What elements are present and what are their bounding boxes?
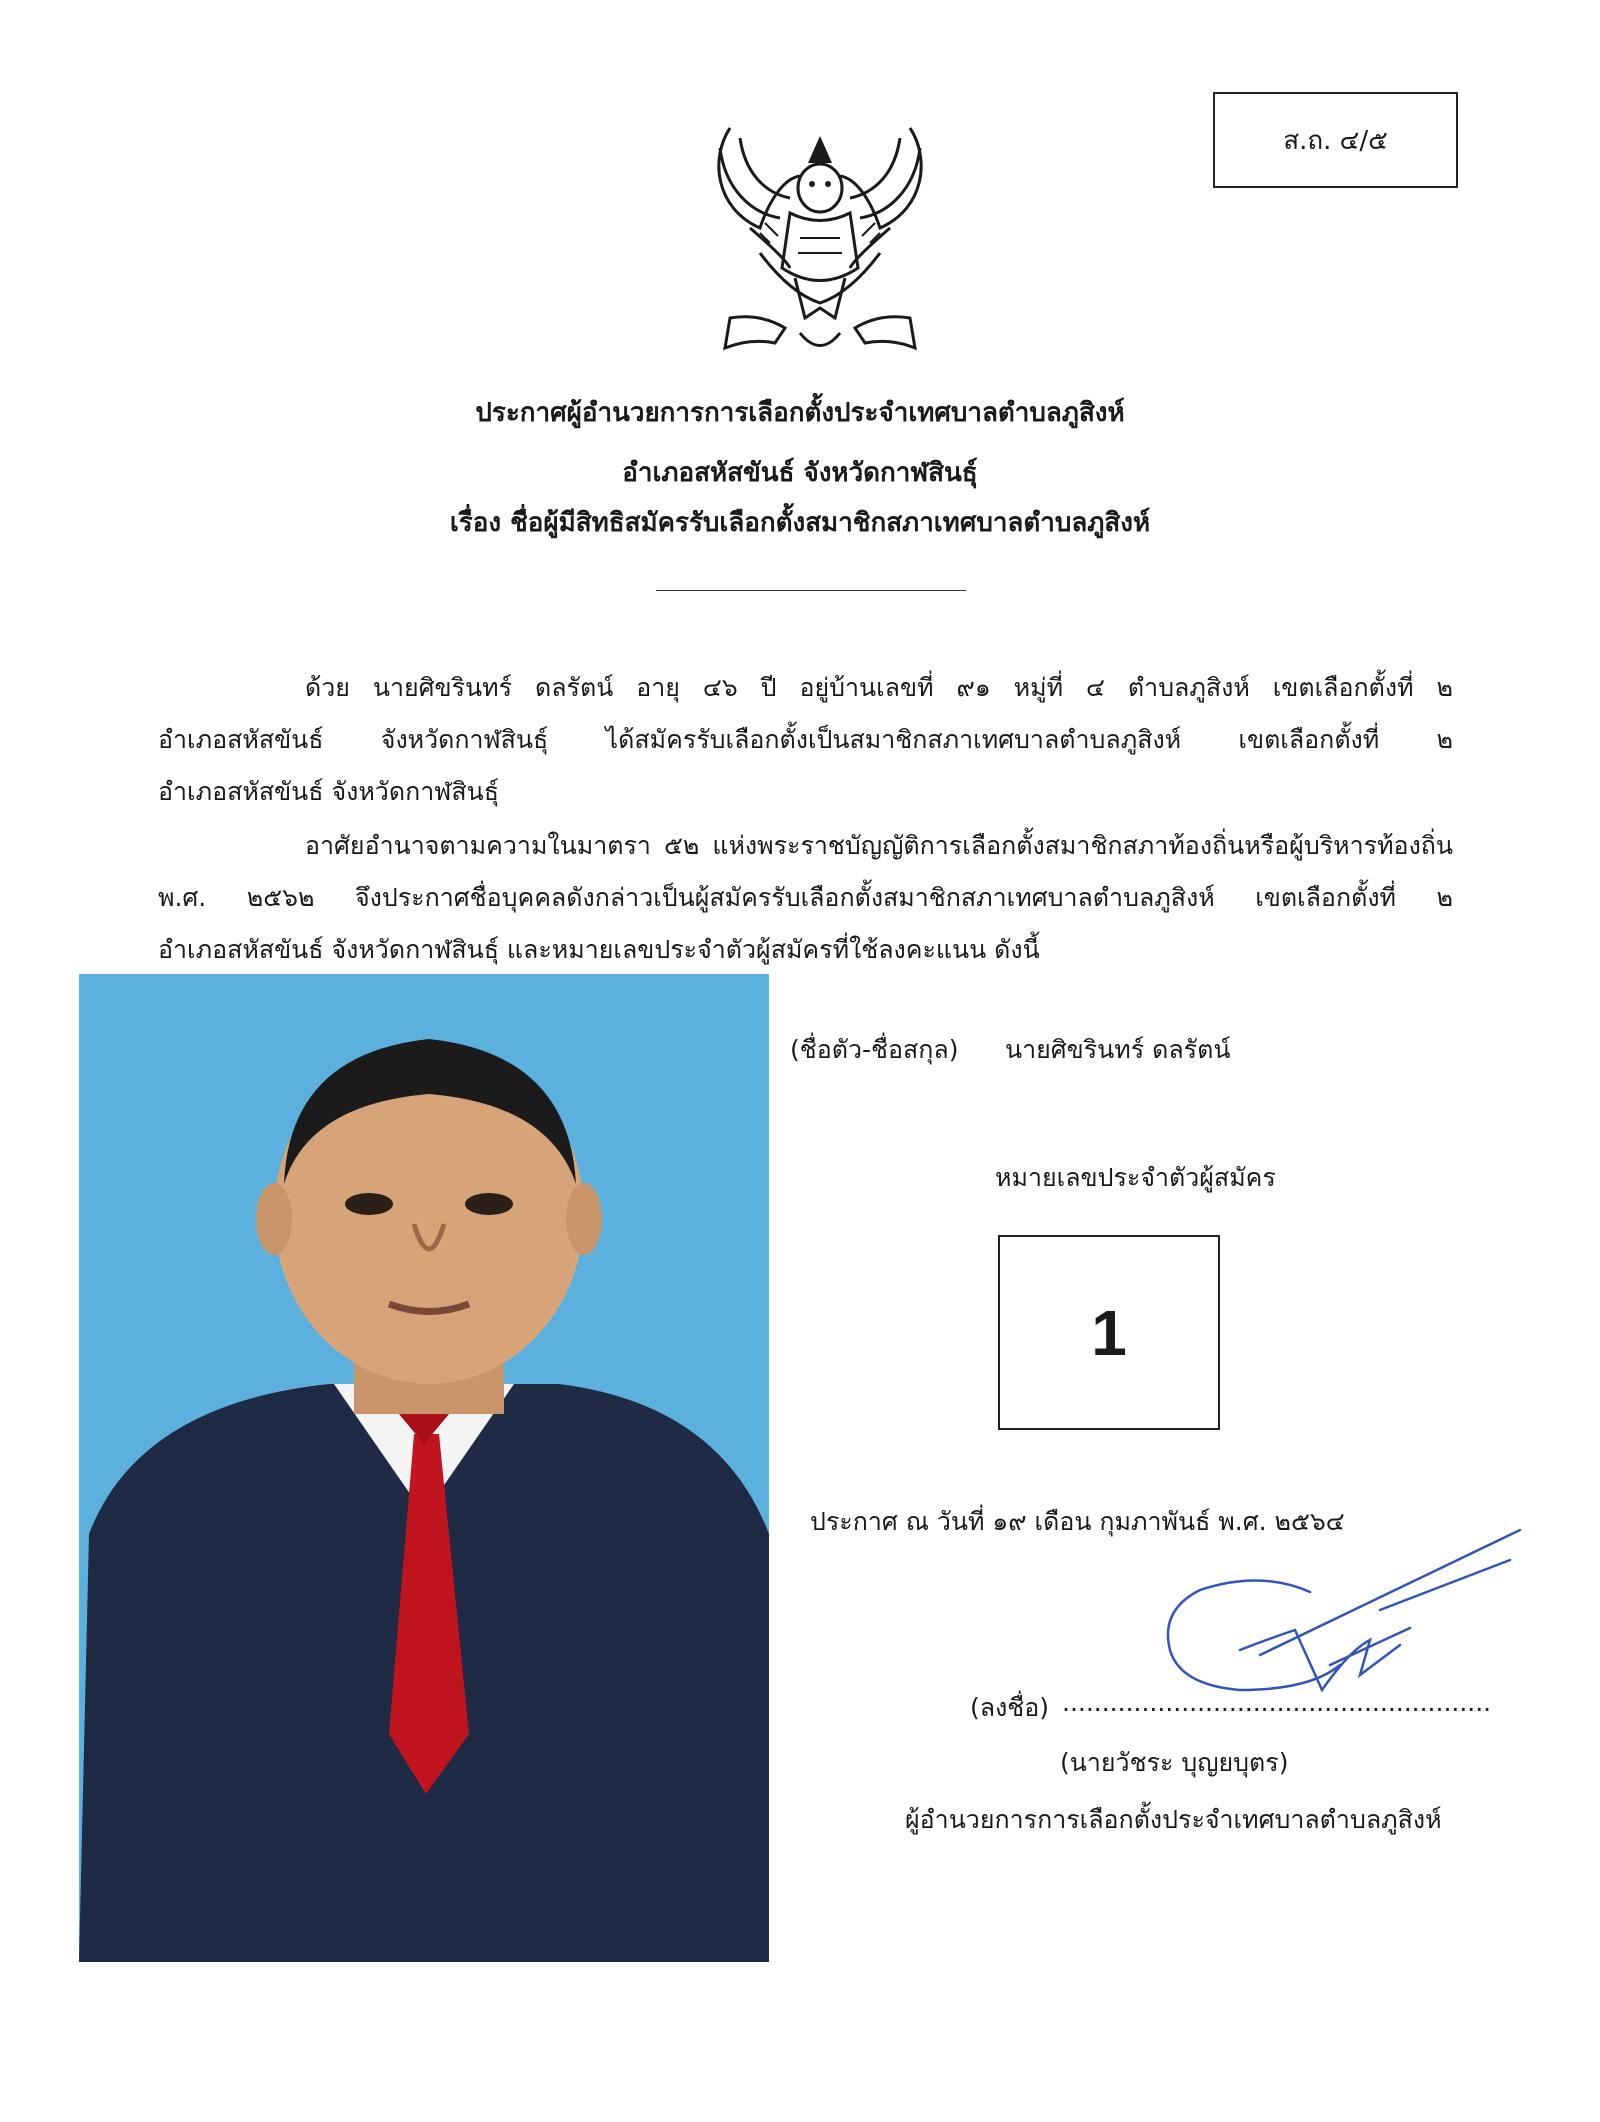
garuda-emblem-icon <box>690 118 950 370</box>
announce-date: ประกาศ ณ วันที่ ๑๙ เดือน กุมภาพันธ์ พ.ศ. ๒๕๖๔ <box>810 1507 1345 1536</box>
header-line-2: อำเภอสหัสขันธ์ จังหวัดกาฬสินธุ์ <box>622 458 978 488</box>
paragraph-2-line-3: อำเภอสหัสขันธ์ จังหวัดกาฬสินธุ์ และหมายเลขประจำตัวผู้สมัครที่ใช้ลงคะแนน ดังนี้ <box>158 935 1040 964</box>
header-line-1: ประกาศผู้อำนวยการการเลือกตั้งประจำเทศบาลตำบลภูสิงห์ <box>475 398 1125 428</box>
signer-name: (นายวัชระ บุญยบุตร) <box>1060 1748 1289 1777</box>
header-line-3: เรื่อง ชื่อผู้มีสิทธิสมัครรับเลือกตั้งสมาชิกสภาเทศบาลตำบลภูสิงห์ <box>449 508 1151 538</box>
candidate-name-label: (ชื่อตัว-ชื่อสกุล) <box>790 1035 959 1064</box>
paragraph-2-line-2: พ.ศ. ๒๕๖๒ จึงประกาศชื่อบุคคลดังกล่าวเป็นผู้สมัครรับเลือกตั้งสมาชิกสภาเทศบาลตำบลภูสิงห์ เขตเลือกตั้งที่ ๒ <box>158 883 1453 912</box>
signer-title: ผู้อำนวยการการเลือกตั้งประจำเทศบาลตำบลภูสิงห์ <box>905 1805 1442 1834</box>
candidate-number: 1 <box>1091 1296 1127 1369</box>
candidate-number-box <box>998 1235 1220 1430</box>
sign-label: (ลงชื่อ) <box>970 1693 1050 1722</box>
paragraph-2-line-1: อาศัยอำนาจตามความในมาตรา ๕๒ แห่งพระราชบัญญัติการเลือกตั้งสมาชิกสภาท้องถิ่นหรือผู้บริหารท้องถิ่น <box>305 831 1453 860</box>
handwritten-signature <box>1080 1500 1530 1720</box>
form-code-box <box>1213 92 1458 188</box>
signature-dots: ...................................................... <box>1062 1688 1492 1717</box>
form-code: ส.ถ. ๔/๕ <box>1283 125 1388 156</box>
paragraph-1-line-1: ด้วย นายศิขรินทร์ ดลรัตน์ อายุ ๔๖ ปี อยู่บ้านเลขที่ ๙๑ หมู่ที่ ๔ ตำบลภูสิงห์ เขตเลือกตั้งที่ ๒ <box>305 673 1453 702</box>
candidate-photo <box>79 974 769 1962</box>
candidate-number-label: หมายเลขประจำตัวผู้สมัคร <box>995 1163 1276 1192</box>
paragraph-1-line-2: อำเภอสหัสขันธ์ จังหวัดกาฬสินธุ์ ได้สมัครรับเลือกตั้งเป็นสมาชิกสภาเทศบาลตำบลภูสิงห์ เขตเลือกตั้งที่ ๒ <box>158 725 1453 754</box>
header-divider <box>656 590 966 591</box>
candidate-name: นายศิขรินทร์ ดลรัตน์ <box>1005 1035 1231 1064</box>
paragraph-1-line-3: อำเภอสหัสขันธ์ จังหวัดกาฬสินธุ์ <box>158 777 499 806</box>
